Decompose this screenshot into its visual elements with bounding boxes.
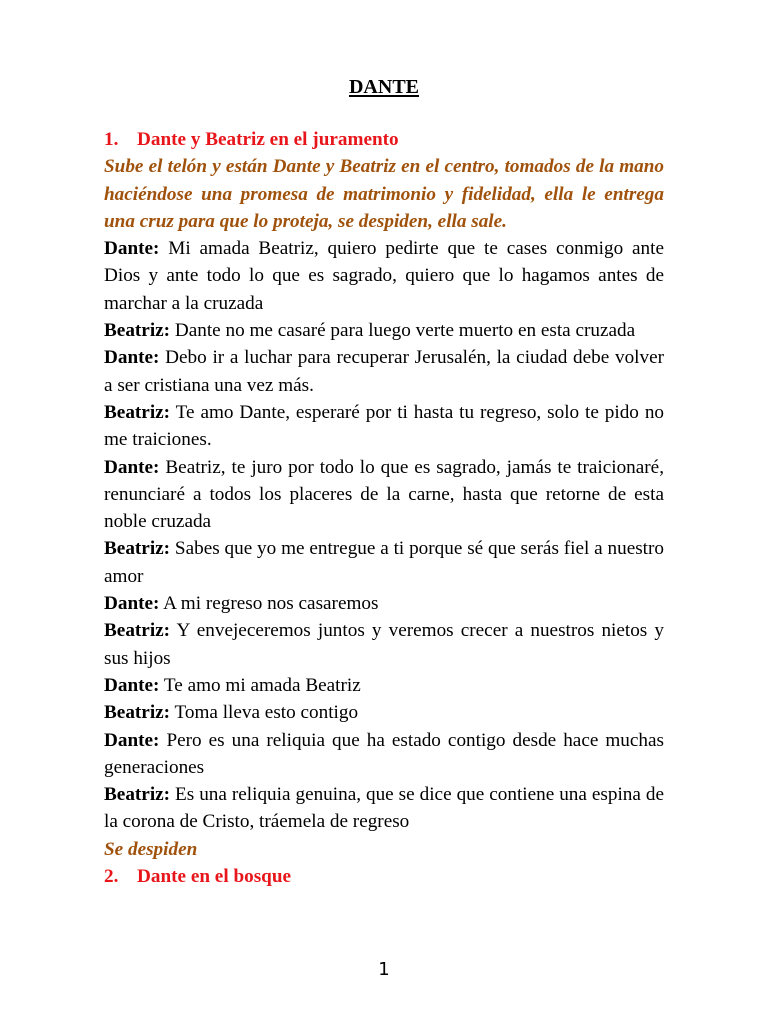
dialogue-text: Sabes que yo me entregue a ti porque sé que serás fiel a nuestro amor [104, 538, 664, 587]
speaker-name: Beatriz: [104, 620, 171, 642]
dialogue-line [104, 344, 664, 399]
dialogue-line [104, 590, 664, 617]
speaker-name: Beatriz: [104, 401, 171, 423]
speaker-name: Beatriz: [104, 320, 171, 342]
dialogue-line [104, 399, 664, 454]
section-number: 1. [104, 129, 119, 150]
page-number: 1 [378, 959, 390, 980]
dialogue-text: Es una reliquia genuina, que se dice que contiene una espina de la corona de Cristo, tráemela de regreso [104, 784, 665, 833]
section-title: Dante en el bosque [137, 866, 292, 888]
dialogue-line [104, 727, 664, 782]
speaker-name: Beatriz: [104, 784, 171, 806]
speaker-name: Beatriz: [104, 702, 171, 724]
dialogue-text: Dante no me casaré para luego verte muerto en esta cruzada [174, 320, 636, 342]
speaker-name: Dante: [104, 729, 160, 751]
dialogue-text: Beatriz, te juro por todo lo que es sagrado, jamás te traicionaré, renunciaré a todos los placeres de la carne, hasta que retorne de esta noble cruzada [104, 456, 664, 533]
dialogue-line [104, 317, 664, 344]
closing-stage-direction: Se despiden [104, 838, 198, 860]
dialogue-line [104, 454, 664, 536]
dialogue-line [104, 617, 664, 672]
dialogue-text: Te amo Dante, esperaré por ti hasta tu regreso, solo te pido no me traiciones. [104, 401, 665, 451]
dialogue-line [104, 781, 664, 836]
speaker-name: Dante: [104, 456, 160, 478]
section-heading-2 [104, 863, 664, 890]
speaker-name: Dante: [104, 593, 160, 615]
dialogue-line [104, 235, 664, 317]
dialogue-text: Mi amada Beatriz, quiero pedirte que te cases conmigo ante Dios y ante todo lo que es sagrado, quiero que lo hagamos antes de marchar a la cruzada [104, 238, 664, 314]
dialogue-line [104, 699, 664, 726]
dialogue-line [104, 535, 664, 590]
script-body [104, 126, 664, 890]
speaker-name: Beatriz: [104, 538, 171, 560]
dialogue-text: A mi regreso nos casaremos [163, 593, 379, 615]
section-number: 2. [104, 866, 119, 888]
speaker-name: Dante: [104, 238, 160, 260]
dialogue-text: Y envejeceremos juntos y veremos crecer a nuestros nietos y sus hijos [104, 620, 664, 669]
stage-direction: Sube el telón y están Dante y Beatriz en el centro, tomados de la mano haciéndose una promesa de matrimonio y fidelidad, ella le entrega una cruz para que lo proteja, se despiden, ella sale. [104, 156, 664, 232]
document-title: DANTE [348, 76, 419, 98]
dialogue-text: Pero es una reliquia que ha estado contigo desde hace muchas generaciones [104, 729, 664, 778]
dialogue-text: Debo ir a luchar para recuperar Jerusalén, la ciudad debe volver a ser cristiana una vez más. [104, 347, 665, 396]
dialogue-text: Te amo mi amada Beatriz [163, 674, 361, 696]
dialogue-text: Toma lleva esto contigo [174, 702, 359, 724]
dialogue-line [104, 672, 664, 699]
section-title: Dante y Beatriz en el juramento [137, 129, 399, 150]
speaker-name: Dante: [104, 347, 160, 369]
section-heading-1 [104, 126, 664, 153]
speaker-name: Dante: [104, 674, 160, 696]
